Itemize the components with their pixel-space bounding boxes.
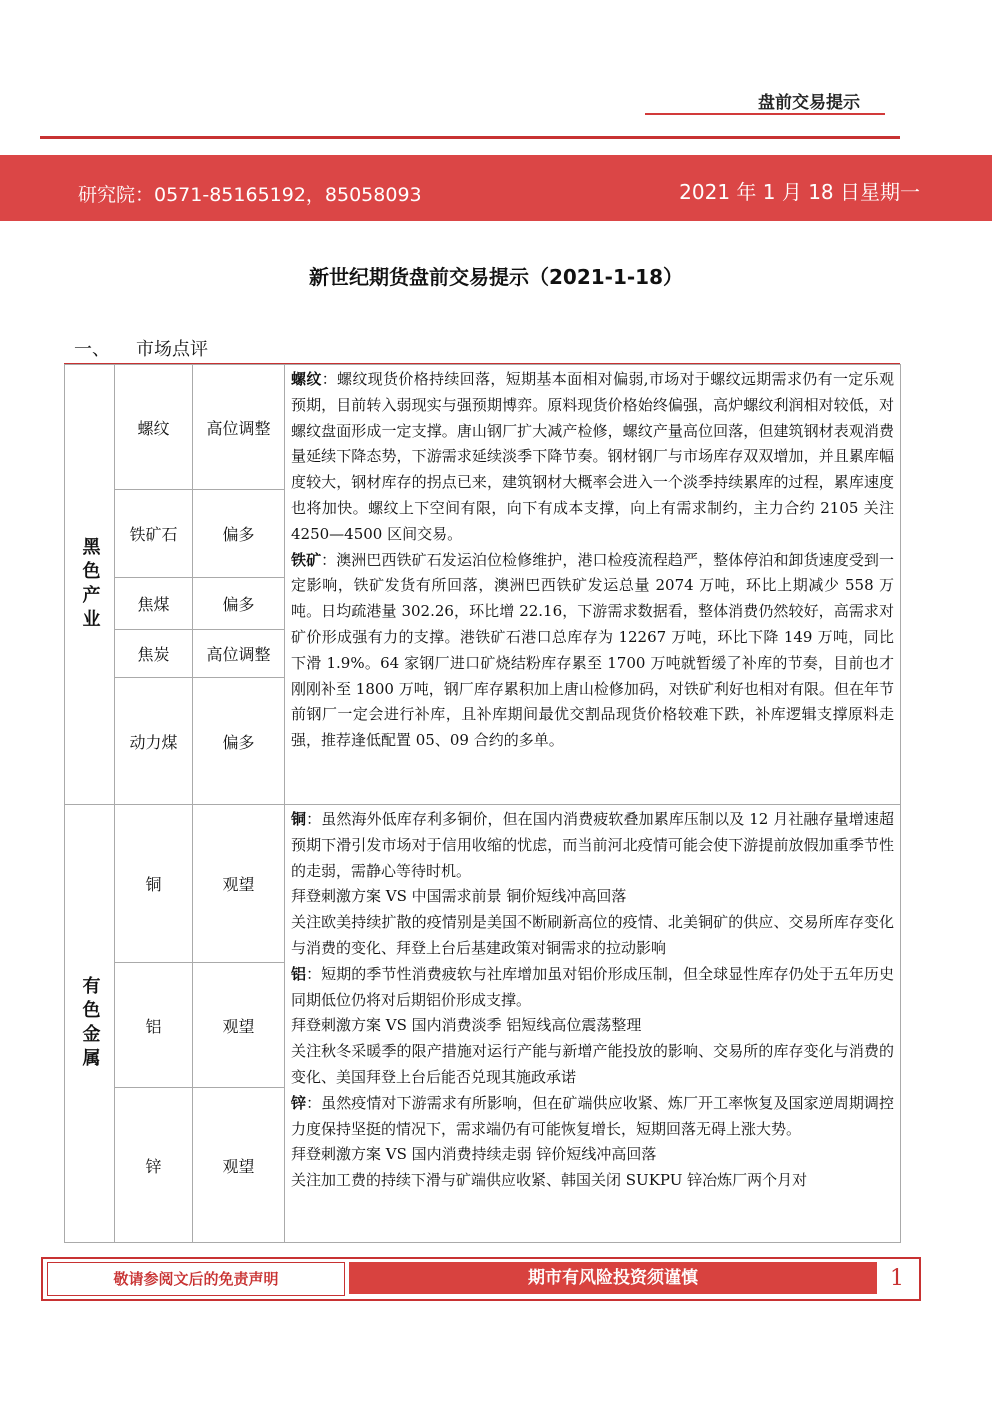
commentary-head: 铝 [291,964,307,983]
disclaimer-notice: 敬请参阅文后的免责声明 [47,1262,345,1296]
commentary-line: 拜登刺激方案 VS 国内消费淡季 铝短线高位震荡整理 [291,1016,642,1035]
document-title: 新世纪期货盘前交易提示（2021-1-18） [308,265,683,289]
commentary-head: 铜 [291,810,307,828]
commentary-line: 关注秋冬采暖季的限产措施对运行产能与新增产能投放的影响、交易所的库存变化与消费的变化、美国拜登上台后能否兑现其施政承诺 [291,1042,894,1086]
commentary-head: 螺纹 [291,370,322,388]
section-number: 一、 [74,339,110,360]
table-row [65,805,901,963]
commodity-view: 偏多 [193,678,285,805]
commentary-body: ：短期的季节性消费疲软与社库增加虽对铝价形成压制，但全球显性库存仍处于五年历史同期低位仍将对后期铝价形成支撑。 [291,964,894,1009]
commodity-name: 铝 [115,963,193,1088]
commodity-name: 铁矿石 [115,490,193,578]
page-footer [41,1257,921,1301]
commodity-view: 高位调整 [193,630,285,678]
commentary-body: ：螺纹现货价格持续回落，短期基本面相对偏弱,市场对于螺纹远期需求仍有一定乐观预期，目前转入弱现实与强预期博弈。原料现货价格始终偏强，高炉螺纹利润相对较低，对螺纹盘面形成一定支撑。唐山钢厂扩大减产检修，螺纹产量高位回落，但建筑钢材表观消费量延续下降态势，下游需求延续淡季下降节奏。钢材钢厂与市场库存双双增加，并且累库幅度较大，钢材库存的拐点已来，建筑钢材大概率会进入一个淡季持续累库的过程，累库速度也将加快。螺纹上下空间有限，向下有成本支撑，向上有需求制约，主力合约 2105 关注 4250—4500 区间交易。 [291,370,894,543]
commentary-line: 拜登刺激方案 VS 中国需求前景 铜价短线冲高回落 [291,887,627,906]
commodity-view: 观望 [193,1088,285,1243]
commentary-head: 铁矿 [291,550,322,569]
header-rule-short [645,113,885,115]
black-commentary [285,365,901,805]
commodity-view: 观望 [193,805,285,963]
table-row [65,365,901,490]
page-number: 1 [890,1266,904,1291]
header-rule-long [40,136,900,139]
commodity-name: 螺纹 [115,365,193,490]
commentary-body: ：虽然海外低库存利多铜价，但在国内消费疲软叠加累库压制以及 12 月社融存量增速超预期下滑引发市场对于信用收缩的忧虑，而当前河北疫情可能会使下游提前放假加重季节性的走弱，需静心等待时机。 [291,810,894,880]
market-commentary-table [64,364,901,1243]
commentary-line: 关注加工费的持续下滑与矿端供应收紧、韩国关闭 SUKPU 锌冶炼厂两个月对 [291,1171,808,1190]
commodity-view: 偏多 [193,490,285,578]
commodity-name: 动力煤 [115,678,193,805]
commentary-line: 关注欧美持续扩散的疫情别是美国不断刷新高位的疫情、北美铜矿的供应、交易所库存变化与消费的变化、拜登上台后基建政策对铜需求的拉动影响 [291,913,894,957]
header-label: 盘前交易提示 [758,93,860,113]
commodity-view: 偏多 [193,578,285,630]
commentary-head: 锌 [291,1093,307,1112]
commodity-name: 锌 [115,1088,193,1243]
commodity-name: 焦炭 [115,630,193,678]
commentary-body: ：澳洲巴西铁矿石发运泊位检修维护，港口检疫流程趋严，整体停泊和卸货速度受到一定影响，铁矿发货有所回落，澳洲巴西铁矿发运总量 2074 万吨，环比上期减少 558 万吨。日均疏港量 302.26，环比增 22.16，下游需求数据看，整体消费仍然较好，高需求对矿价形成强有力的支撑。港铁矿石港口总库存为 12267 万吨，环比下降 149 万吨，同比下滑 1.9%。64 家钢厂进口矿烧结粉库存累至 1700 万吨就暂缓了补库的节奏，目前也才刚刚补至 1800 万吨，钢厂库存累积加上唐山检修加码，对铁矿利好也相对有限。但在年节前钢厂一定会进行补库，且补库期间最优交割品现货价格较难下跌，补库逻辑支撑原料走强，推荐逢低配置 05、09 合约的多单。 [291,550,894,750]
group-label-black: 黑色产业 [65,365,115,805]
commodity-view: 观望 [193,963,285,1088]
report-date: 2021 年 1 月 18 日星期一 [679,180,920,204]
commentary-line: 拜登刺激方案 VS 国内消费持续走弱 锌价短线冲高回落 [291,1145,657,1164]
risk-warning: 期市有风险投资须谨慎 [349,1262,877,1294]
nonferrous-commentary [285,805,901,1243]
contact-info: 研究院：0571-85165192，85058093 [78,184,422,206]
group-label-nonferrous: 有色金属 [65,805,115,1243]
commodity-view: 高位调整 [193,365,285,490]
section-title: 市场点评 [136,339,208,360]
commodity-name: 铜 [115,805,193,963]
commodity-name: 焦煤 [115,578,193,630]
commentary-body: ：虽然疫情对下游需求有所影响，但在矿端供应收紧、炼厂开工率恢复及国家逆周期调控力度保持坚挺的情况下，需求端仍有可能恢复增长，短期回落无碍上涨大势。 [291,1093,894,1138]
